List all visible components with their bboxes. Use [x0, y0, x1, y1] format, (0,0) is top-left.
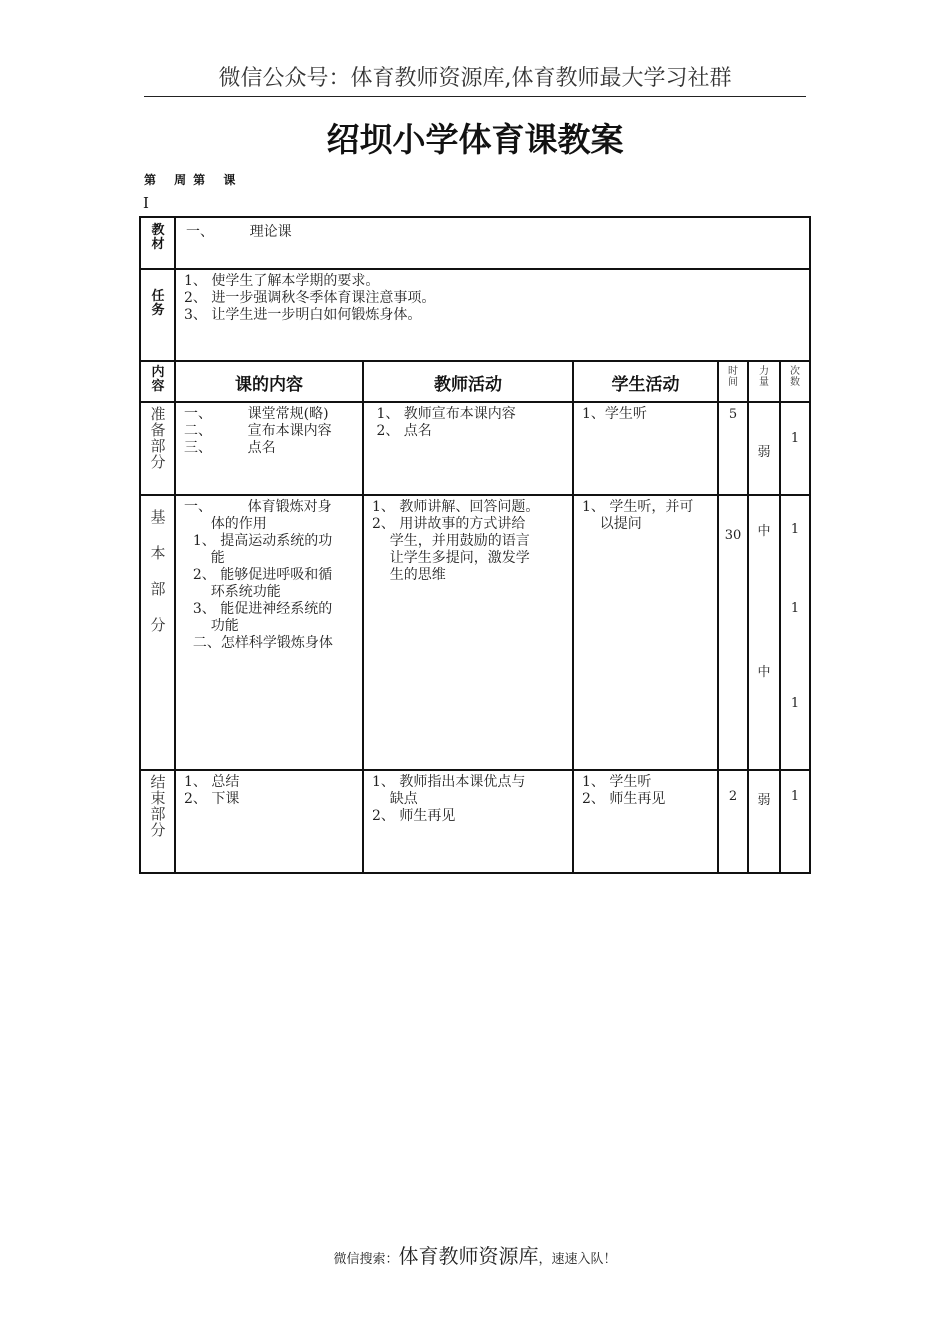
- material-label: 教材: [151, 223, 165, 252]
- prep-teacher: 1、 教师宣布本课内容 2、 点名: [376, 406, 516, 439]
- end-time-cell: [717, 769, 749, 874]
- main-teacher: 1、 教师讲解、回答问题。 2、 用讲故事的方式讲给 学生，并用鼓励的语言 让学生多提问，激发学 生的思维: [372, 499, 540, 583]
- main-student: 1、 学生听，并可 以提问: [582, 499, 694, 532]
- material-text-cell: [174, 216, 811, 270]
- material-label-cell: [139, 216, 176, 270]
- main-section-label: 基本部分: [150, 508, 166, 634]
- prep-student: 1、学生听: [582, 406, 647, 422]
- prep-intensity: 弱: [757, 445, 771, 460]
- teacher-header: 教师活动: [434, 375, 502, 395]
- footer-suffix: ，速速入队！: [538, 1252, 617, 1267]
- main-count-1: 1: [790, 522, 800, 537]
- content-label-cell: [139, 360, 176, 403]
- main-time-cell: [717, 494, 749, 771]
- count-header-cell: [779, 360, 811, 403]
- prep-intensity-cell: [747, 401, 781, 496]
- footer-name: 体育教师资源库: [398, 1244, 539, 1268]
- end-time: 2: [728, 789, 738, 804]
- end-intensity-cell: [747, 769, 781, 874]
- prep-student-cell: [572, 401, 719, 496]
- end-content-cell: [174, 769, 364, 874]
- prep-content: 一、 课堂常规(略) 二、 宣布本课内容 三、 点名: [184, 406, 332, 456]
- end-student-cell: [572, 769, 719, 874]
- content-header: 课的内容: [235, 375, 303, 395]
- lesson-plan-table: [139, 216, 811, 874]
- prep-time: 5: [728, 407, 738, 422]
- end-teacher: 1、 教师指出本课优点与 缺点 2、 师生再见: [372, 774, 526, 824]
- end-intensity: 弱: [757, 793, 771, 808]
- time-header: 时间: [728, 366, 738, 388]
- end-teacher-cell: [362, 769, 574, 874]
- prep-content-cell: [174, 401, 364, 496]
- student-header-cell: [572, 360, 719, 403]
- count-header: 次数: [790, 366, 800, 388]
- main-time: 30: [724, 528, 742, 543]
- task-item-3: 3、 让学生进一步明白如何锻炼身体。: [184, 307, 422, 323]
- end-student: 1、 学生听 2、 师生再见: [582, 774, 666, 807]
- prep-label-cell: [139, 401, 176, 496]
- material-text: 一、 理论课: [186, 224, 292, 240]
- footer-prefix: 微信搜索：: [333, 1252, 399, 1267]
- end-count-cell: [779, 769, 811, 874]
- main-content: 一、 体育锻炼对身 体的作用 1、 提高运动系统的功 能 2、 能够促进呼吸和循 环系统功能 3、 能促进神经系统的 功能 二、怎样科学锻炼身体: [184, 499, 333, 651]
- content-row-label: 内容: [151, 365, 165, 394]
- main-count-cell: [779, 494, 811, 771]
- page-footer: [0, 1240, 950, 1269]
- page-title: 绍坝小学体育课教案: [326, 120, 624, 159]
- student-header: 学生活动: [611, 375, 680, 395]
- task-label-cell: [139, 268, 176, 362]
- week-lesson-line: 第 周第 课: [144, 173, 243, 187]
- main-teacher-cell: [362, 494, 574, 771]
- task-item-1: 1、 使学生了解本学期的要求。: [184, 273, 380, 289]
- main-student-cell: [572, 494, 719, 771]
- prep-teacher-cell: [362, 401, 574, 496]
- prep-time-cell: [717, 401, 749, 496]
- page-header: 微信公众号：体育教师资源库,体育教师最大学习社群: [144, 62, 806, 97]
- end-count: 1: [790, 789, 800, 804]
- task-label: 任务: [151, 289, 165, 318]
- intensity-header-cell: [747, 360, 781, 403]
- task-text-cell: [174, 268, 811, 362]
- main-content-cell: [174, 494, 364, 771]
- text-cursor-mark: I: [143, 194, 149, 212]
- main-count-3: 1: [790, 696, 800, 711]
- task-item-2: 2、 进一步强调秋冬季体育课注意事项。: [184, 290, 436, 306]
- prep-section-label: 准备部分: [150, 405, 166, 471]
- main-intensity-cell: [747, 494, 781, 771]
- end-label-cell: [139, 769, 176, 874]
- end-content: 1、 总结 2、 下课: [184, 774, 240, 807]
- end-section-label: 结束部分: [150, 773, 166, 839]
- content-header-cell: [174, 360, 364, 403]
- main-count-2: 1: [790, 601, 800, 616]
- prep-count-cell: [779, 401, 811, 496]
- main-intensity-2: 中: [757, 665, 771, 680]
- main-intensity-1: 中: [757, 524, 771, 539]
- time-header-cell: [717, 360, 749, 403]
- intensity-header: 力量: [759, 366, 769, 388]
- prep-count: 1: [790, 431, 800, 446]
- teacher-header-cell: [362, 360, 574, 403]
- main-label-cell: [139, 494, 176, 771]
